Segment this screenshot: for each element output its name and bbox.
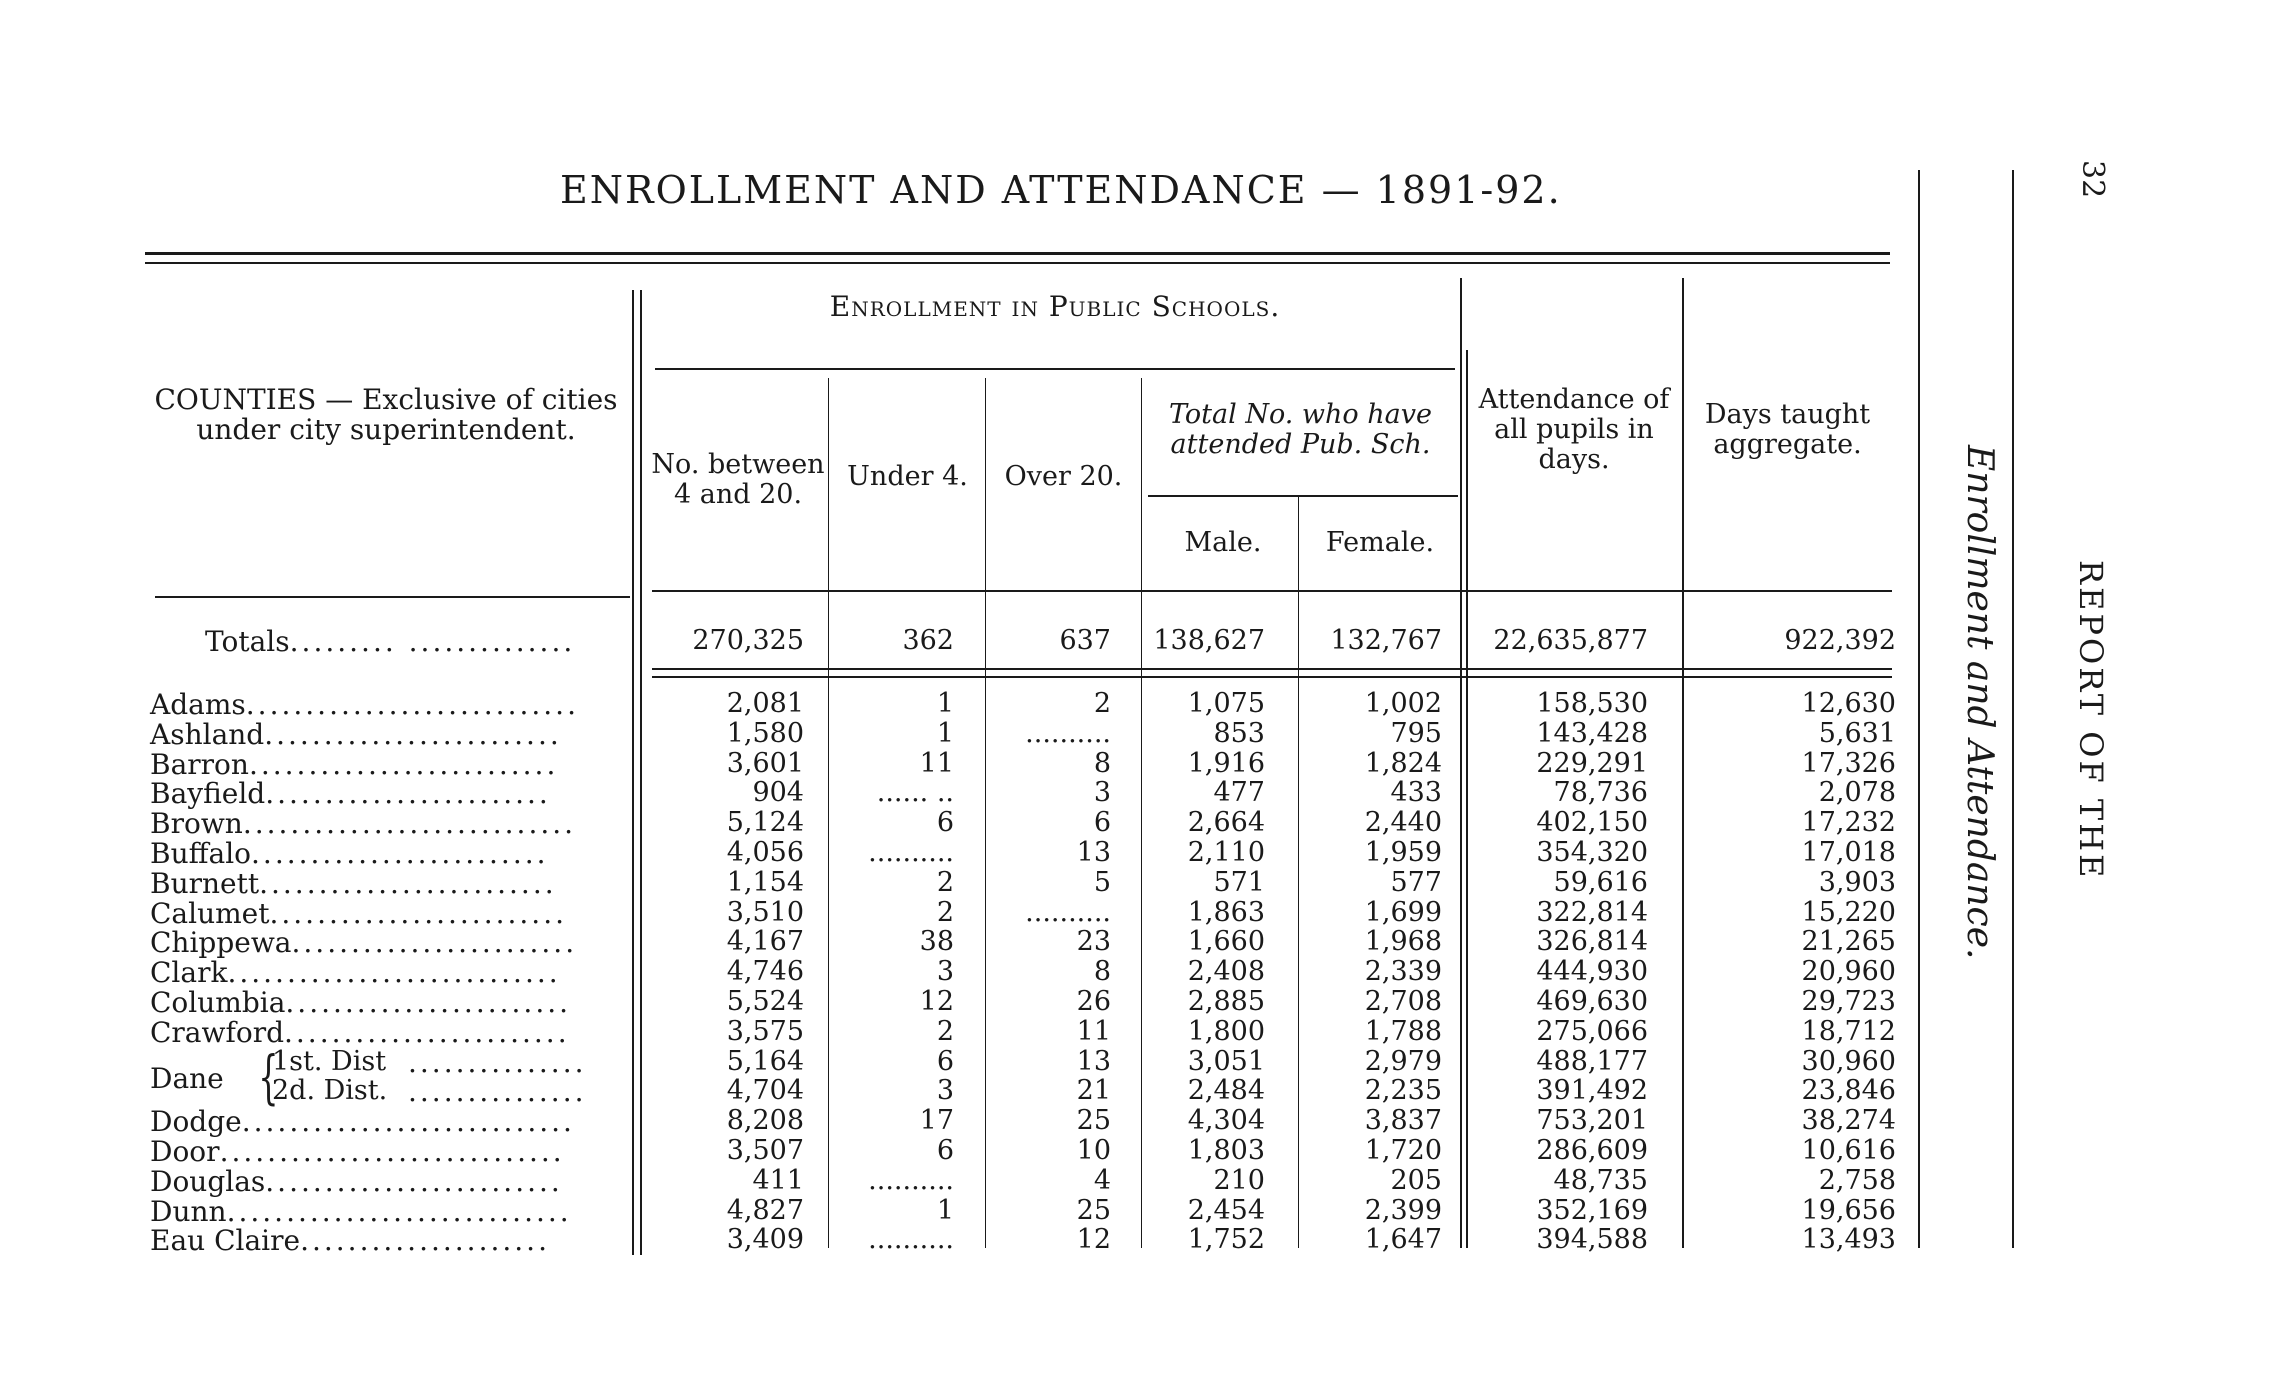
cell-under4: 2: [936, 1016, 954, 1047]
cell-days: 38,274: [1801, 1105, 1896, 1136]
cell-attendance: 143,428: [1536, 718, 1648, 749]
side-rule-right: [2012, 170, 2014, 1248]
county-name: Barron: [150, 748, 249, 781]
cell-attendance: 322,814: [1536, 897, 1648, 928]
cell-between: 4,827: [726, 1195, 804, 1226]
cell-under4: 1: [936, 688, 954, 719]
cell-days: 30,960: [1801, 1046, 1896, 1077]
cell-under4: 6: [936, 807, 954, 838]
cell-over20: 25: [1076, 1105, 1111, 1136]
cell-under4: 3: [936, 956, 954, 987]
county-label: Columbia........................: [150, 986, 572, 1019]
cell-male: 1,660: [1187, 926, 1265, 957]
county-label: Dodge............................: [150, 1105, 575, 1138]
totals-label: Totals......... ..............: [205, 625, 576, 658]
cell-female: 2,339: [1364, 956, 1442, 987]
cell-between: 3,510: [726, 897, 804, 928]
cell-over20: ..........: [1025, 897, 1111, 928]
cell-attendance: 158,530: [1536, 688, 1648, 719]
cell-days: 10,616: [1801, 1135, 1896, 1166]
cell-over20: 21: [1076, 1075, 1111, 1106]
county-label: Bayfield........................: [150, 777, 551, 810]
cell-female: 2,979: [1364, 1046, 1442, 1077]
cell-over20: 12: [1076, 1224, 1111, 1255]
totals-rule-2: [652, 676, 1892, 678]
county-name: Ashland: [150, 718, 265, 751]
cell-female: 1,788: [1364, 1016, 1442, 1047]
county-name: Adams: [150, 688, 246, 721]
header-attendance: Attendance of all pupils in days.: [1478, 384, 1670, 475]
cell-under4: ..........: [868, 1165, 954, 1196]
cell-attendance: 469,630: [1536, 986, 1648, 1017]
cell-between: 4,746: [726, 956, 804, 987]
cell-days: 17,326: [1801, 748, 1896, 779]
cell-under4: ..........: [868, 837, 954, 868]
cell-male: 571: [1213, 867, 1265, 898]
cell-days: 18,712: [1801, 1016, 1896, 1047]
page-title: ENROLLMENT AND ATTENDANCE — 1891-92.: [560, 168, 1562, 212]
cell-male: 2,454: [1187, 1195, 1265, 1226]
cell-attendance: 286,609: [1536, 1135, 1648, 1166]
cell-days: 15,220: [1801, 897, 1896, 928]
cell-attendance: 352,169: [1536, 1195, 1648, 1226]
side-rule-left: [1918, 170, 1920, 1248]
county-name: Chippewa: [150, 926, 292, 959]
totals-attendance: 22,635,877: [1493, 625, 1648, 656]
cell-attendance: 59,616: [1553, 867, 1648, 898]
header-between: No. between 4 and 20.: [651, 449, 825, 510]
cell-male: 853: [1213, 718, 1265, 749]
county-label: Brown............................: [150, 807, 577, 840]
cell-over20: 13: [1076, 1046, 1111, 1077]
cell-between: 5,164: [726, 1046, 804, 1077]
cell-between: 4,704: [726, 1075, 804, 1106]
cell-male: 2,110: [1187, 837, 1265, 868]
cell-female: 2,708: [1364, 986, 1442, 1017]
county-label: Calumet.........................: [150, 897, 567, 930]
col-rule-male: [1298, 495, 1299, 1248]
county-name: Columbia: [150, 986, 286, 1019]
cell-over20: 25: [1076, 1195, 1111, 1226]
cell-female: 1,968: [1364, 926, 1442, 957]
county-name: Brown: [150, 807, 243, 840]
cell-over20: 3: [1093, 777, 1111, 808]
cell-male: 1,800: [1187, 1016, 1265, 1047]
totals-male: 138,627: [1153, 625, 1265, 656]
col-rule-counties-a: [632, 290, 634, 1255]
header-under4: Under 4.: [847, 461, 968, 492]
cell-male: 1,863: [1187, 897, 1265, 928]
county-label: Barron..........................: [150, 748, 559, 781]
col-rule-under4: [985, 378, 986, 1248]
cell-male: 2,885: [1187, 986, 1265, 1017]
cell-days: 12,630: [1801, 688, 1896, 719]
district-name: 1st. Dist: [272, 1046, 387, 1077]
cell-attendance: 753,201: [1536, 1105, 1648, 1136]
cell-under4: 3: [936, 1075, 954, 1106]
cell-between: 1,154: [726, 867, 804, 898]
header-enrollment-group: Enrollment in Public Schools.: [829, 290, 1281, 323]
cell-over20: ..........: [1025, 718, 1111, 749]
county-label: Chippewa........................: [150, 926, 578, 959]
cell-attendance: 229,291: [1536, 748, 1648, 779]
cell-attendance: 275,066: [1536, 1016, 1648, 1047]
county-label: Eau Claire.....................: [150, 1224, 550, 1257]
cell-over20: 13: [1076, 837, 1111, 868]
cell-days: 17,232: [1801, 807, 1896, 838]
cell-between: 2,081: [726, 688, 804, 719]
col-rule-female-a: [1460, 278, 1462, 1248]
col-rule-attendance: [1682, 278, 1684, 1248]
header-total-group: Total No. who have attended Pub. Sch.: [1169, 399, 1432, 460]
totals-label-text: Totals: [205, 625, 290, 658]
cell-female: 2,399: [1364, 1195, 1442, 1226]
county-label: Door.............................: [150, 1135, 565, 1168]
cell-between: 3,575: [726, 1016, 804, 1047]
cell-female: 577: [1390, 867, 1442, 898]
col-rule-female-b: [1466, 350, 1468, 1248]
county-name: Door: [150, 1135, 220, 1168]
cell-male: 4,304: [1187, 1105, 1265, 1136]
county-name: Burnett: [150, 867, 260, 900]
cell-male: 1,803: [1187, 1135, 1265, 1166]
cell-attendance: 444,930: [1536, 956, 1648, 987]
cell-under4: ..........: [868, 1224, 954, 1255]
cell-days: 19,656: [1801, 1195, 1896, 1226]
cell-over20: 11: [1076, 1016, 1111, 1047]
cell-over20: 4: [1093, 1165, 1111, 1196]
county-name: Bayfield: [150, 777, 266, 810]
county-name: Clark: [150, 956, 228, 989]
county-name: Buffalo: [150, 837, 252, 870]
totals-female: 132,767: [1330, 625, 1442, 656]
cell-over20: 8: [1093, 748, 1111, 779]
totals-rule-1: [652, 668, 1892, 670]
cell-over20: 8: [1093, 956, 1111, 987]
cell-male: 2,484: [1187, 1075, 1265, 1106]
cell-between: 5,124: [726, 807, 804, 838]
totals-over20: 637: [1059, 625, 1111, 656]
county-label: Crawford........................: [150, 1016, 570, 1049]
cell-female: 795: [1390, 718, 1442, 749]
totals-days: 922,392: [1784, 625, 1896, 656]
cell-days: 21,265: [1801, 926, 1896, 957]
cell-under4: 12: [919, 986, 954, 1017]
district-name: 2d. Dist.: [272, 1075, 388, 1106]
side-report-title: REPORT OF THE: [2072, 560, 2110, 881]
total-group-rule: [1148, 495, 1458, 497]
cell-between: 3,601: [726, 748, 804, 779]
cell-attendance: 402,150: [1536, 807, 1648, 838]
cell-between: 5,524: [726, 986, 804, 1017]
cell-male: 1,916: [1187, 748, 1265, 779]
cell-attendance: 391,492: [1536, 1075, 1648, 1106]
cell-attendance: 394,588: [1536, 1224, 1648, 1255]
cell-under4: 2: [936, 897, 954, 928]
header-female: Female.: [1325, 527, 1435, 558]
county-name: Dodge: [150, 1105, 242, 1138]
dane-brace: {: [258, 1043, 279, 1111]
cell-female: 1,720: [1364, 1135, 1442, 1166]
county-name: Crawford: [150, 1016, 284, 1049]
cell-female: 433: [1390, 777, 1442, 808]
header-over20: Over 20.: [1004, 461, 1123, 492]
cell-between: 904: [752, 777, 804, 808]
enroll-group-rule: [655, 368, 1455, 370]
county-name: Dane: [150, 1062, 224, 1095]
cell-female: 1,824: [1364, 748, 1442, 779]
cell-female: 1,959: [1364, 837, 1442, 868]
cell-between: 4,056: [726, 837, 804, 868]
cell-male: 1,752: [1187, 1224, 1265, 1255]
cell-female: 1,647: [1364, 1224, 1442, 1255]
cell-between: 411: [752, 1165, 804, 1196]
cell-under4: 6: [936, 1046, 954, 1077]
cell-male: 2,408: [1187, 956, 1265, 987]
cell-between: 4,167: [726, 926, 804, 957]
header-days-taught: Days taught aggregate.: [1704, 399, 1871, 460]
cell-between: 3,409: [726, 1224, 804, 1255]
cell-male: 210: [1213, 1165, 1265, 1196]
cell-under4: 6: [936, 1135, 954, 1166]
cell-attendance: 78,736: [1553, 777, 1648, 808]
header-bottom-rule: [155, 596, 630, 598]
page-number: 32: [2075, 160, 2110, 199]
cell-under4: 11: [919, 748, 954, 779]
cell-days: 2,758: [1818, 1165, 1896, 1196]
cell-over20: 5: [1093, 867, 1111, 898]
cell-attendance: 488,177: [1536, 1046, 1648, 1077]
cell-days: 13,493: [1801, 1224, 1896, 1255]
header-counties: COUNTIES — Exclusive of cities under city superintendent.: [154, 383, 618, 446]
cell-over20: 10: [1076, 1135, 1111, 1166]
county-name: Eau Claire: [150, 1224, 301, 1257]
county-label: Dunn.............................: [150, 1195, 572, 1228]
cell-over20: 2: [1093, 688, 1111, 719]
cell-female: 1,699: [1364, 897, 1442, 928]
totals-under4: 362: [902, 625, 954, 656]
cell-female: 1,002: [1364, 688, 1442, 719]
cell-female: 3,837: [1364, 1105, 1442, 1136]
county-label: Adams............................: [150, 688, 579, 721]
cell-female: 205: [1390, 1165, 1442, 1196]
cell-days: 17,018: [1801, 837, 1896, 868]
col-rule-between: [828, 378, 829, 1248]
cell-male: 477: [1213, 777, 1265, 808]
cell-over20: 26: [1076, 986, 1111, 1017]
cell-days: 5,631: [1818, 718, 1896, 749]
cell-under4: 2: [936, 867, 954, 898]
county-name: Douglas: [150, 1165, 266, 1198]
county-name: Calumet: [150, 897, 270, 930]
county-label: Ashland.........................: [150, 718, 562, 751]
cell-attendance: 48,735: [1553, 1165, 1648, 1196]
cell-female: 2,440: [1364, 807, 1442, 838]
cell-between: 3,507: [726, 1135, 804, 1166]
cell-under4: 1: [936, 1195, 954, 1226]
header-male: Male.: [1184, 527, 1262, 558]
cell-male: 3,051: [1187, 1046, 1265, 1077]
cell-over20: 6: [1093, 807, 1111, 838]
cell-days: 3,903: [1818, 867, 1896, 898]
cell-days: 20,960: [1801, 956, 1896, 987]
county-label: Clark............................: [150, 956, 561, 989]
cell-between: 1,580: [726, 718, 804, 749]
cell-male: 1,075: [1187, 688, 1265, 719]
cell-under4: 17: [919, 1105, 954, 1136]
side-running-head: Enrollment and Attendance.: [1959, 445, 2000, 960]
cell-under4: 38: [919, 926, 954, 957]
cell-under4: 1: [936, 718, 954, 749]
col-rule-over20: [1141, 378, 1142, 1248]
header-bottom-rule-data: [652, 590, 1892, 592]
cell-days: 29,723: [1801, 986, 1896, 1017]
totals-between: 270,325: [692, 625, 804, 656]
top-rule-2: [145, 262, 1890, 264]
cell-male: 2,664: [1187, 807, 1265, 838]
cell-attendance: 354,320: [1536, 837, 1648, 868]
county-label: Buffalo.........................: [150, 837, 549, 870]
cell-under4: ...... ..: [876, 777, 954, 808]
cell-between: 8,208: [726, 1105, 804, 1136]
top-rule-1: [145, 252, 1890, 255]
cell-days: 2,078: [1818, 777, 1896, 808]
cell-attendance: 326,814: [1536, 926, 1648, 957]
cell-over20: 23: [1076, 926, 1111, 957]
cell-female: 2,235: [1364, 1075, 1442, 1106]
col-rule-counties-b: [640, 290, 642, 1255]
county-label: Burnett.........................: [150, 867, 557, 900]
county-label: Douglas.........................: [150, 1165, 563, 1198]
county-name: Dunn: [150, 1195, 227, 1228]
cell-days: 23,846: [1801, 1075, 1896, 1106]
